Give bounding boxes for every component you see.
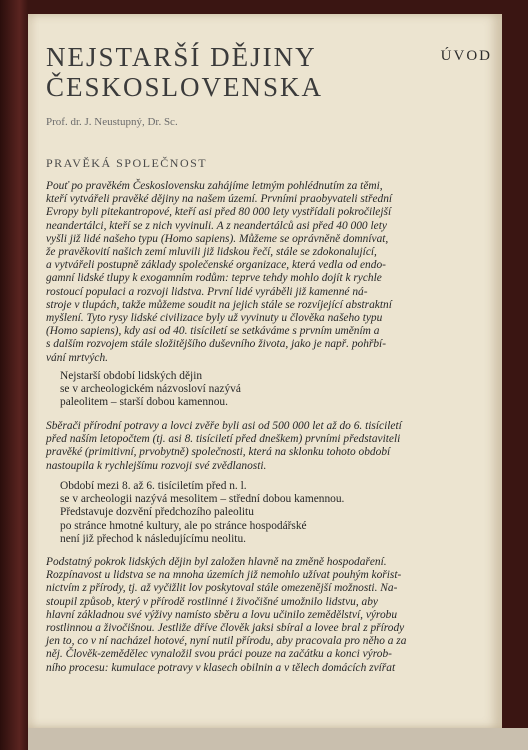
text-line: Sběrači přírodní potravy a lovci zvěře byli asi od 500 000 let až do 6. tisíciletí: [46, 420, 402, 432]
text-line: jen to, co v ní nacházel hotové, nyní nutil přírodu, aby pracovala pro něho a za: [46, 635, 407, 648]
page-title: [46, 42, 323, 102]
text-line: něj. Člověk-zemědělec vynaložil svou práci pouze na začátku a konci výrob-: [46, 648, 392, 661]
text-line: po stránce hmotné kultury, ale po stránce hospodářské: [60, 519, 307, 532]
text-line: Nejstarší období lidských dějin: [60, 370, 203, 382]
marginal-note-1: [60, 370, 440, 410]
text-line: vání mrtvých.: [46, 351, 108, 364]
text-line: rostlinnou a živočišnou. Jestliže dříve člověk jaksi sbíral a lovee bral z přírody: [46, 622, 405, 635]
text-line: nictvím z přírody, tj. až vyčižlit lov poskytoval stále omezenější možnosti. Na-: [46, 582, 398, 595]
paragraph-1: [46, 180, 454, 365]
text-line: Rozpínavost u lidstva se na mnoha územích již nemohlo užívat pouhým kořist-: [46, 569, 402, 582]
text-line: s dalším rozvojem stále složitějšího duševního života, jako je např. pohřbí-: [46, 338, 387, 351]
text-line: že pravěkovití našich zemí mluvili již lidskou řečí, stále se zdokonalující,: [46, 246, 377, 259]
marginal-note-2: [60, 480, 440, 546]
text-line: Pouť po pravěkém Československu zahájíme letmým pohlédnutím za těmi,: [46, 180, 383, 192]
title-line-1: NEJSTARŠÍ DĚJINY: [46, 42, 317, 72]
text-line: není již přechod k následujícímu neolitu.: [60, 532, 246, 545]
section-title: PRAVĚKÁ SPOLEČNOST: [46, 156, 208, 170]
text-line: gamní lidské tlupy k exogamním rodům: teprve tehdy mohlo dojít k rychle: [46, 272, 382, 285]
text-line: hlavní základnou své výživy namísto sběru a lovu učinilo zemědělství, výrobu: [46, 608, 398, 621]
text-line: stoupil způsob, který v přírodě rostlinné i živočišné umožnilo lidstvu, aby: [46, 595, 378, 608]
text-line: Období mezi 8. až 6. tisíciletím před n. l.: [60, 480, 247, 492]
author-line: Prof. dr. J. Neustupný, Dr. Sc.: [46, 116, 178, 128]
text-line: neandertálci, kteří se z nich vyvinuli. A z neandertálců asi před 40 000 lety: [46, 219, 387, 232]
text-line: myšlení. Tyto rysy lidské civilizace byly už vyvinuty u člověka našeho typu: [46, 312, 383, 325]
book-spine: [0, 0, 28, 750]
paragraph-2: [46, 420, 454, 473]
text-line: paleolitem – starší dobou kamennou.: [60, 396, 228, 409]
text-line: pravěké (primitivní, prvobytně) společnosti, která na sklonku tohoto období: [46, 446, 391, 459]
text-line: se v archeologickém názvosloví nazývá: [60, 383, 241, 396]
page-edge: [28, 728, 528, 750]
text-line: Evropy byli pitekantropové, kteří asi před 80 000 lety vystřídali pokročilejší: [46, 206, 392, 219]
text-line: rostoucí populaci a rozvoji lidstva. První lidé vyráběli již kamenné ná-: [46, 285, 368, 298]
text-line: a vytvářeli postupně základy společenské organizace, která vedla od endo-: [46, 259, 386, 272]
paragraph-3: [46, 556, 454, 675]
text-line: Podstatný pokrok lidských dějin byl založen hlavně na změně hospodaření.: [46, 556, 387, 568]
section-label: ÚVOD: [440, 48, 492, 64]
text-line: kteří vytvářeli pravěké dějiny na našem území. Prvními praobyvateli střední: [46, 193, 393, 206]
text-line: (Homo sapiens), kdy asi od 40. tisíciletí se setkáváme s prvním uměním a: [46, 325, 380, 338]
text-line: nastoupila k rychlejšímu rozvoji své zvědlanosti.: [46, 459, 267, 472]
text-line: vyšli již lidé našeho typu (Homo sapiens). Můžeme se oprávněně domnívat,: [46, 232, 389, 245]
text-line: se v archeologii nazývá mesolitem – střední dobou kamennou.: [60, 493, 345, 506]
text-line: ního procesu: kumulace potravy v klasech obilnin a v tělech domácích zvířat: [46, 661, 396, 674]
text-line: stroje v tlupách, takže můžeme soudit na jejich stále se rozvíjející abstraktní: [46, 298, 392, 311]
text-line: Představuje dozvění předchozího paleolitu: [60, 506, 254, 519]
title-line-2: ČESKOSLOVENSKA: [46, 72, 324, 102]
text-line: před naším letopočtem (tj. asi 8. tisíciletí před dneškem) prvními představiteli: [46, 433, 401, 446]
